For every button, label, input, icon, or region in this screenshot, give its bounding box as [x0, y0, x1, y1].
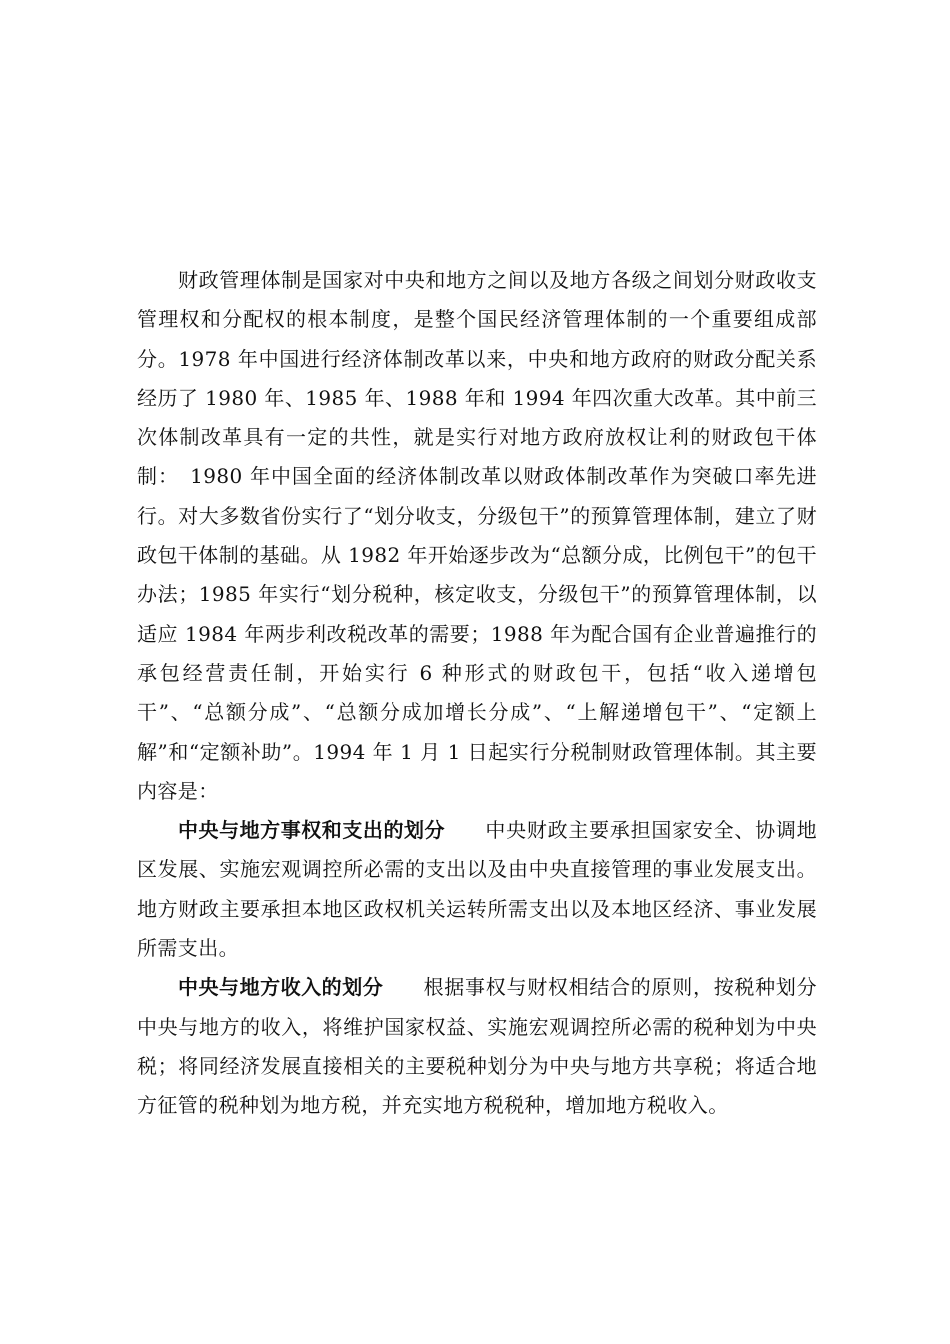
revenue-body: 根据事权与财权相结合的原则，按税种划分中央与地方的收入，将维护国家权益、实施宏观调控所必需的税种划为中央税；将同经济发展直接相关的主要税种划分为中央与地方共享税；将适合地方征管的税种划为地方税，并充实地方税税种，增加地方税收入。 — [137, 975, 818, 1118]
intro-paragraph: 财政管理体制是国家对中央和地方之间以及地方各级之间划分财政收支管理权和分配权的根本制度，是整个国民经济管理体制的一个重要组成部分。1978 年中国进行经济体制改革以来，中央和地方政府的财政分配关系经历了 1980 年、1985 年、1988 年和 1994 年四次重大改革。其中前三次体制改革具有一定的共性，就是实行对地方政府放权让利的财政包干体制： 1980 年中国全面的经济体制改革以财政体制改革作为突破口率先进行。对大多数省份实行了“划分收支，分级包干”的预算管理体制，建立了财政包干体制的基础。从 1982 年开始逐步改为“总额分成，比例包干”的包干办法；1985 年实行“划分税种，核定收支，分级包干”的预算管理体制，以适应 1984 年两步利改税改革的需要；1988 年为配合国有企业普遍推行的承包经营责任制，开始实行 6 种形式的财政包干，包括“收入递增包干”、“总额分成”、“总额分成加增长分成”、“上解递增包干”、“定额上解”和“定额补助”。1994 年 1 月 1 日起实行分税制财政管理体制。其主要内容是： — [137, 268, 817, 803]
document-body — [137, 261, 817, 1126]
revenue-heading: 中央与地方收入的划分 — [178, 975, 384, 1000]
revenue-paragraph — [137, 968, 817, 1125]
expenditure-paragraph — [137, 811, 817, 968]
expenditure-body: 中央财政主要承担国家安全、协调地区发展、实施宏观调控所必需的支出以及由中央直接管理的事业发展支出。地方财政主要承担本地区政权机关运转所需支出以及本地区经济、事业发展所需支出。 — [137, 818, 817, 961]
expenditure-heading: 中央与地方事权和支出的划分 — [178, 818, 446, 843]
